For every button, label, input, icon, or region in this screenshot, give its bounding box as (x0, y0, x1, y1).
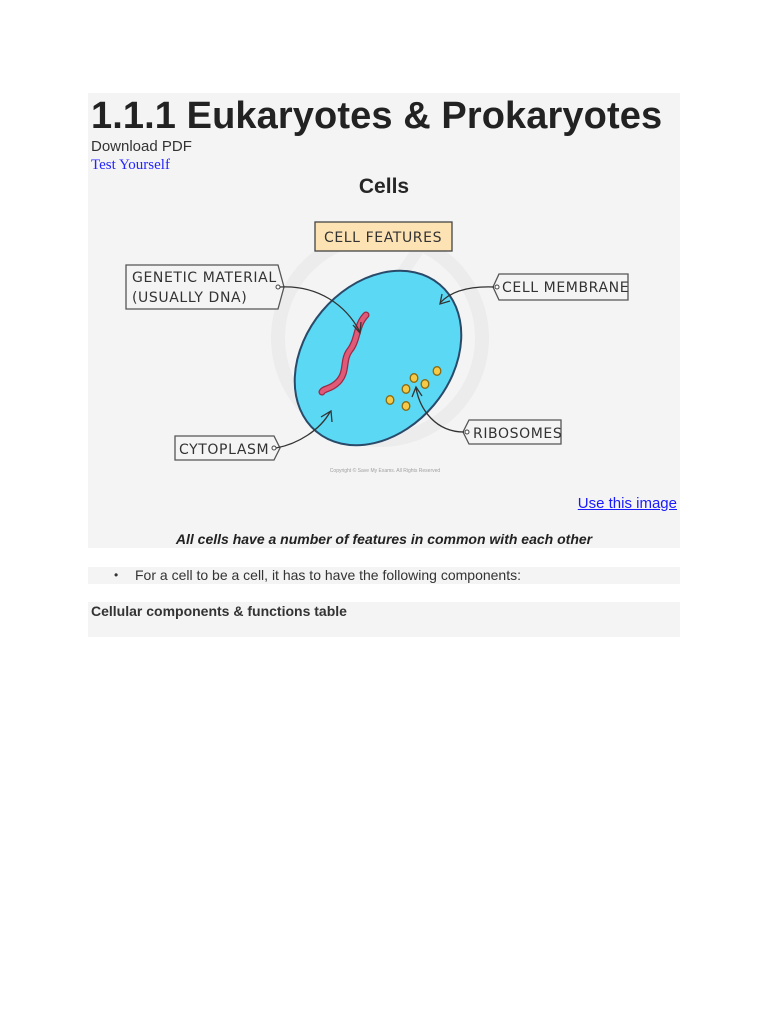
cell-membrane-label: CELL MEMBRANE (502, 280, 630, 296)
test-yourself-link[interactable]: Test Yourself (91, 157, 170, 173)
ribosome (402, 385, 410, 394)
ribosome (410, 374, 418, 383)
figure-caption: All cells have a number of features in common with each other (175, 531, 593, 547)
bullet-list (88, 567, 680, 584)
cell-diagram (88, 200, 680, 485)
page-title: 1.1.1 Eukaryotes & Prokaryotes (91, 95, 663, 137)
bullet-item: For a cell to be a cell, it has to have the following components: (135, 567, 521, 583)
ribosome (433, 367, 441, 376)
copyright-notice: Copyright © Save My Exams. All Rights Reserved (329, 468, 441, 474)
figure-title: Cells (358, 175, 410, 198)
download-pdf-link[interactable]: Download PDF (91, 138, 192, 155)
ribosome (402, 402, 410, 411)
ribosomes-label: RIBOSOMES (473, 426, 563, 442)
genetic-material-label-line1: GENETIC MATERIAL (132, 270, 277, 286)
bullet-marker: • (114, 568, 119, 582)
use-this-image-link[interactable]: Use this image (577, 495, 677, 512)
genetic-material-label-line2: (USUALLY DNA) (132, 290, 248, 306)
table-heading-row (88, 602, 680, 637)
cell-features-label: CELL FEATURES (323, 230, 443, 246)
ribosome (421, 380, 429, 389)
cytoplasm-label: CYTOPLASM (179, 442, 270, 458)
ribosome (386, 396, 394, 405)
table-heading: Cellular components & functions table (91, 603, 347, 619)
